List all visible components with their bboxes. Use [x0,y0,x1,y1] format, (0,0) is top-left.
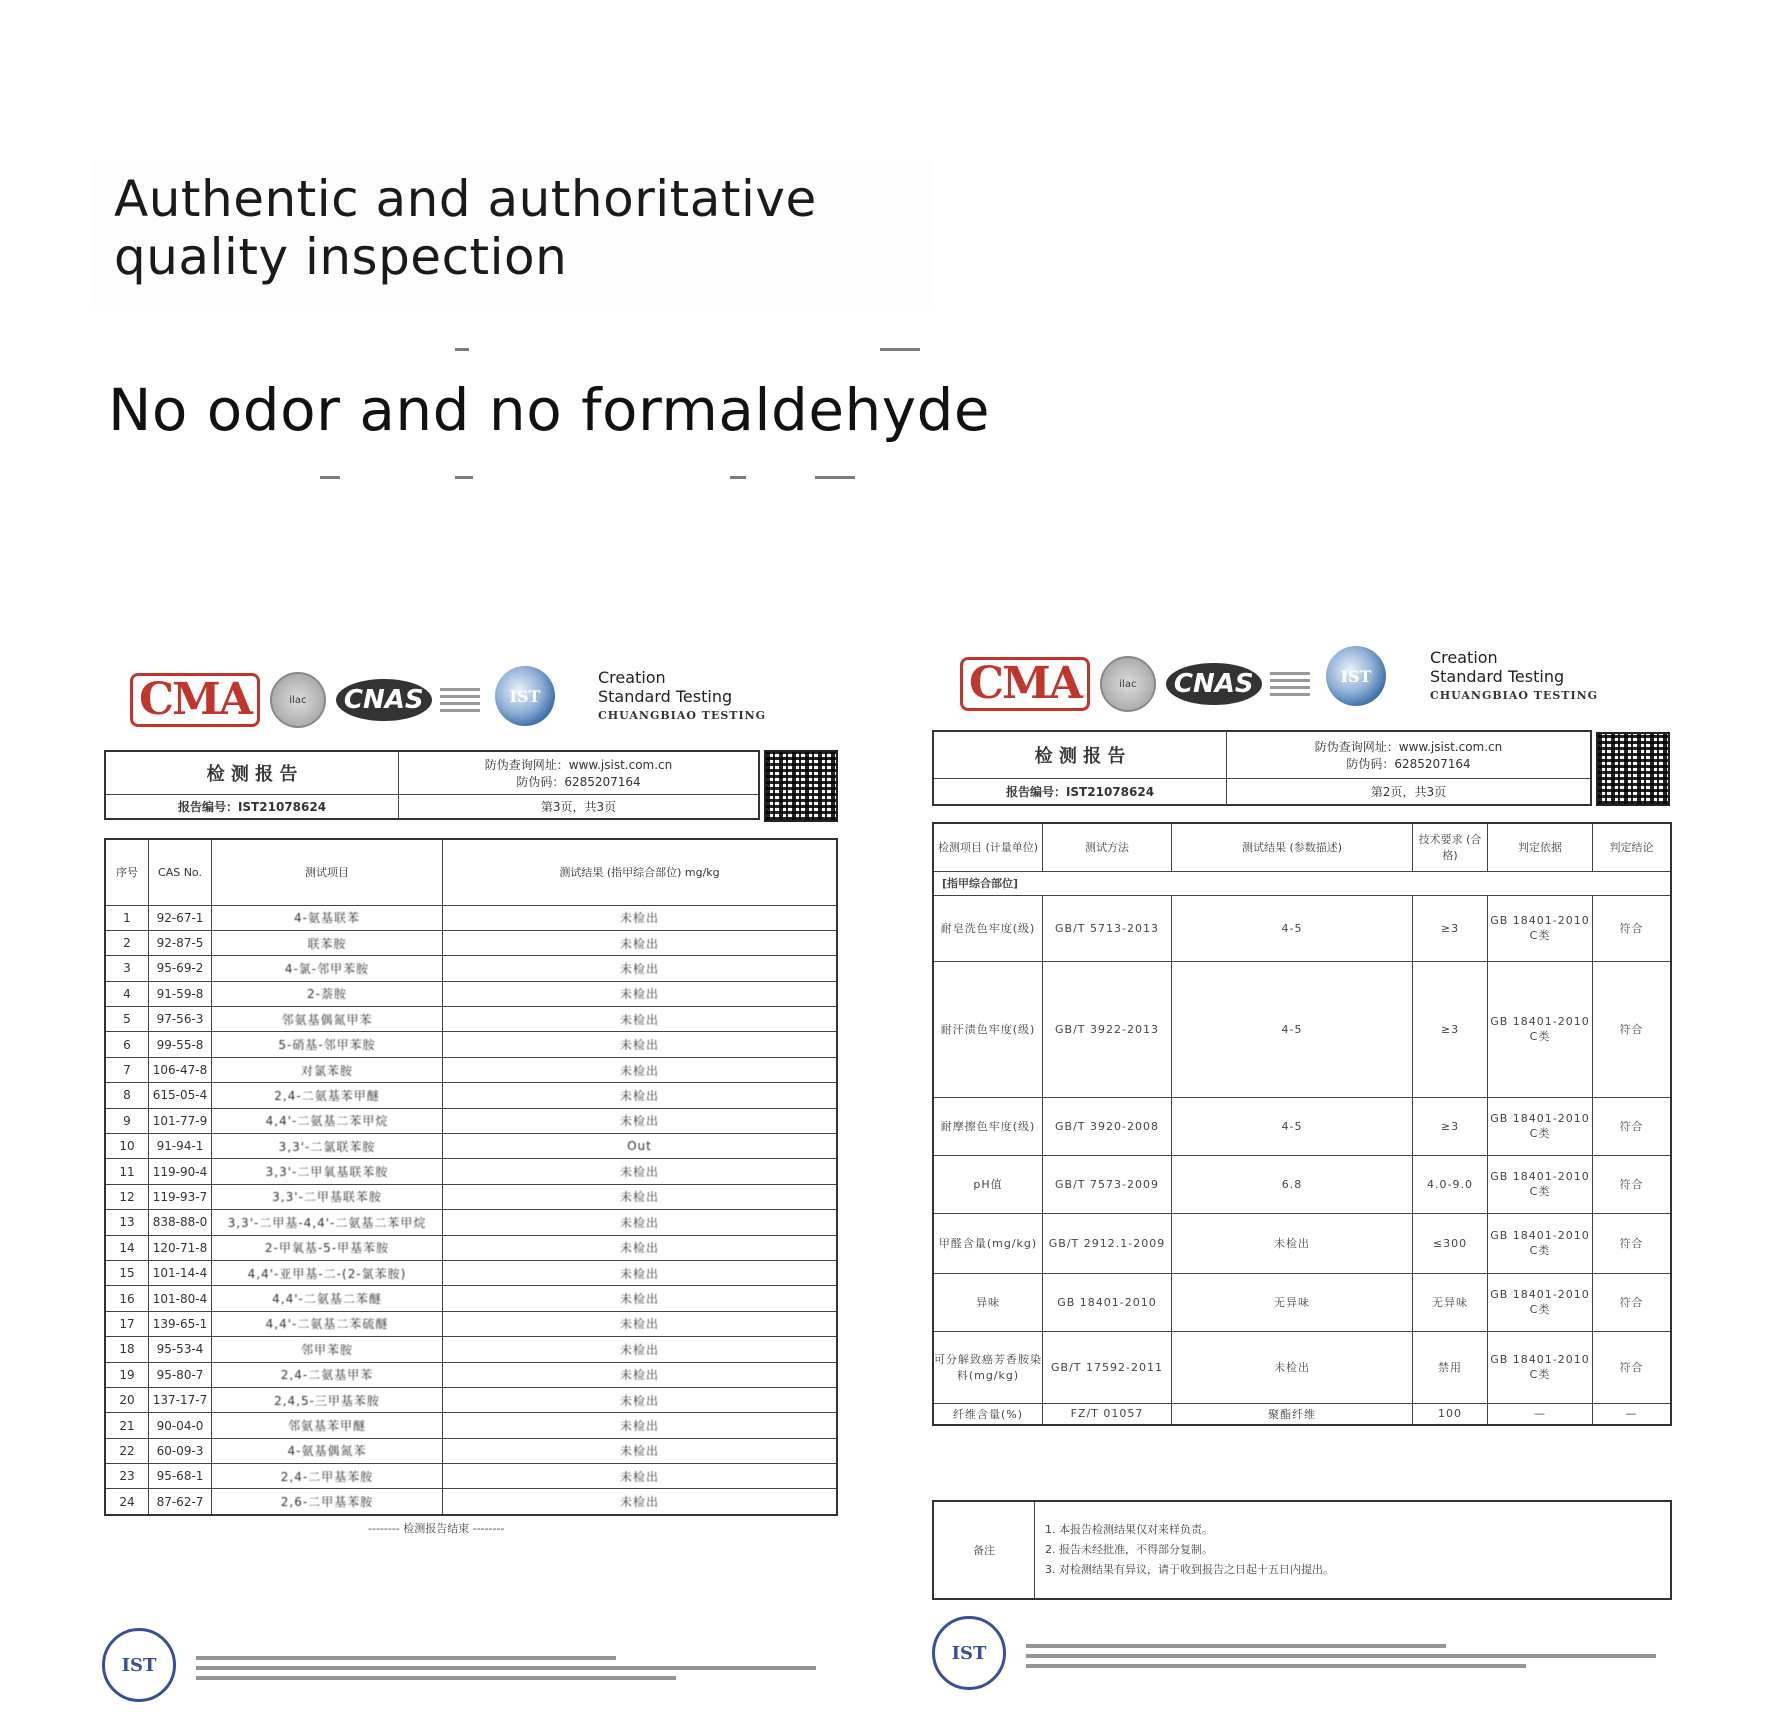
row-cas: 87-62-7 [149,1489,212,1515]
table-row [105,1311,837,1336]
row-index: 15 [105,1260,149,1285]
cell-item: 甲醛含量(mg/kg) [933,1213,1043,1273]
cell-method: GB/T 5713-2013 [1043,895,1172,961]
table-row [933,1403,1671,1425]
row-cas: 60-09-3 [149,1438,212,1463]
table-row [105,1210,837,1235]
table-row [105,956,837,981]
table-row [105,1489,837,1515]
row-index: 7 [105,1057,149,1082]
cell-basis: GB 18401-2010 C类 [1488,1097,1593,1155]
row-cas: 120-71-8 [149,1235,212,1260]
row-index: 24 [105,1489,149,1515]
table-row [933,1155,1671,1213]
cell-basis: GB 18401-2010 C类 [1488,1155,1593,1213]
row-test-item: 3,3'-二氯联苯胺 [212,1134,443,1159]
col-requirement: 技术要求 (合格) [1413,823,1488,871]
row-index: 17 [105,1311,149,1336]
row-test-item: 3,3'-二甲基-4,4'-二氨基二苯甲烷 [212,1210,443,1235]
brand-line2: Standard Testing [1430,667,1565,686]
ilac-mra-logo: ilac [1100,656,1156,712]
divider [815,476,855,479]
col-cas: CAS No. [149,839,212,905]
cert-fineprint [440,684,480,716]
row-test-item: 4-氯-邻甲苯胺 [212,956,443,981]
divider [880,348,920,351]
table-row [933,1273,1671,1331]
row-test-item: 4-氨基联苯 [212,905,443,930]
cell-req: ≥3 [1413,895,1488,961]
col-result: 测试结果 (参数描述) [1172,823,1413,871]
cell-item: 耐摩擦色牢度(级) [933,1097,1043,1155]
cell-result: 未检出 [1172,1213,1413,1273]
table-row [105,1235,837,1260]
row-result: 未检出 [443,1286,838,1311]
row-index: 19 [105,1362,149,1387]
cell-result: 4-5 [1172,1097,1413,1155]
row-result: 未检出 [443,1464,838,1489]
row-cas: 95-69-2 [149,956,212,981]
cell-req: ≤300 [1413,1213,1488,1273]
query-info [399,751,760,795]
cell-item: 纤维含量(%) [933,1403,1043,1425]
ist-globe-logo: IST [495,666,555,726]
row-cas: 119-90-4 [149,1159,212,1184]
cell-method: GB/T 17592-2011 [1043,1331,1172,1403]
brand-name [1430,648,1598,705]
row-test-item: 4,4'-二氨基二苯醚 [212,1286,443,1311]
left-results-body [105,905,837,1515]
row-cas: 139-65-1 [149,1311,212,1336]
row-result: 未检出 [443,1159,838,1184]
row-index: 22 [105,1438,149,1463]
row-test-item: 2,4-二氨基苯甲醚 [212,1083,443,1108]
row-index: 5 [105,1007,149,1032]
row-test-item: 4,4'-二氨基二苯甲烷 [212,1108,443,1133]
col-item: 检测项目 (计量单位) [933,823,1043,871]
row-result: 未检出 [443,1210,838,1235]
report-end-marker: -------- 检测报告结束 -------- [368,1522,505,1535]
row-cas: 106-47-8 [149,1057,212,1082]
cell-item: 耐皂洗色牢度(级) [933,895,1043,961]
row-result: 未检出 [443,1083,838,1108]
table-row [105,930,837,955]
table-row [105,1083,837,1108]
cell-item: 耐汗渍色牢度(级) [933,961,1043,1097]
left-results-table [104,838,838,1516]
cell-verdict: 符合 [1593,1155,1672,1213]
row-test-item: 对氯苯胺 [212,1057,443,1082]
cert-fineprint [1270,668,1310,700]
qr-code [1596,732,1670,806]
cell-basis: GB 18401-2010 C类 [1488,895,1593,961]
row-result: 未检出 [443,981,838,1006]
cma-logo: CMA [960,657,1090,711]
row-test-item: 2,6-二甲基苯胺 [212,1489,443,1515]
table-row [105,1184,837,1209]
row-result: 未检出 [443,1438,838,1463]
col-index: 序号 [105,839,149,905]
remark-2: 2. 报告未经批准，不得部分复制。 [1045,1543,1213,1556]
row-cas: 91-94-1 [149,1134,212,1159]
cell-req: ≥3 [1413,1097,1488,1155]
col-result: 测试结果 (指甲综合部位) mg/kg [443,839,838,905]
row-test-item: 4-氨基偶氮苯 [212,1438,443,1463]
row-test-item: 2,4-二甲基苯胺 [212,1464,443,1489]
row-cas: 101-77-9 [149,1108,212,1133]
cell-verdict: 符合 [1593,961,1672,1097]
table-row [105,1387,837,1412]
brand-line1: Creation [598,668,666,687]
divider [320,476,340,479]
cell-result: 未检出 [1172,1331,1413,1403]
table-row [933,895,1671,961]
divider [455,476,473,479]
row-index: 20 [105,1387,149,1412]
cell-verdict: 符合 [1593,1331,1672,1403]
table-row [105,1007,837,1032]
row-result: 未检出 [443,930,838,955]
query-site: 防伪查询网址：www.jsist.com.cn [1314,740,1503,755]
cma-logo: CMA [130,673,260,727]
query-info [1227,731,1592,779]
ist-globe-logo: IST [1326,646,1386,706]
row-test-item: 邻氨基偶氮甲苯 [212,1007,443,1032]
row-test-item: 5-硝基-邻甲苯胺 [212,1032,443,1057]
cell-basis: GB 18401-2010 C类 [1488,1331,1593,1403]
headline-line1: Authentic and authoritative [114,170,817,228]
remarks-table [932,1500,1672,1600]
cell-verdict: 符合 [1593,1273,1672,1331]
row-test-item: 联苯胺 [212,930,443,955]
table-row [933,1213,1671,1273]
ilac-mra-logo: ilac [270,672,326,728]
row-test-item: 2-甲氧基-5-甲基苯胺 [212,1235,443,1260]
table-row [105,1260,837,1285]
cell-result: 6.8 [1172,1155,1413,1213]
row-test-item: 邻甲苯胺 [212,1337,443,1362]
row-cas: 91-59-8 [149,981,212,1006]
row-cas: 137-17-7 [149,1387,212,1412]
report-title: 检 测 报 告 [105,751,399,795]
row-result: 未检出 [443,905,838,930]
row-index: 12 [105,1184,149,1209]
col-test-item: 测试项目 [212,839,443,905]
section-label: [指甲综合部位] [933,871,1671,895]
row-cas: 101-80-4 [149,1286,212,1311]
brand-line2: Standard Testing [598,687,733,706]
row-index: 14 [105,1235,149,1260]
row-result: 未检出 [443,1032,838,1057]
row-result: 未检出 [443,1184,838,1209]
left-report-header [104,750,760,820]
table-row [105,1134,837,1159]
cell-item: pH值 [933,1155,1043,1213]
col-method: 测试方法 [1043,823,1172,871]
row-test-item: 邻氨基苯甲醚 [212,1413,443,1438]
cell-verdict: 符合 [1593,895,1672,961]
cell-req: 无异味 [1413,1273,1488,1331]
table-row [105,981,837,1006]
row-index: 4 [105,981,149,1006]
divider [455,348,469,351]
anti-fake-code: 防伪码：6285207164 [1346,757,1471,772]
row-result: 未检出 [443,1235,838,1260]
row-result: 未检出 [443,1413,838,1438]
footer-fineprint [196,1650,816,1686]
row-result: 未检出 [443,1260,838,1285]
table-row [105,1108,837,1133]
brand-line3: CHUANGBIAO TESTING [598,709,767,722]
row-index: 8 [105,1083,149,1108]
row-result: 未检出 [443,1007,838,1032]
cell-result: 4-5 [1172,895,1413,961]
cell-result: 无异味 [1172,1273,1413,1331]
row-index: 21 [105,1413,149,1438]
row-result: 未检出 [443,1362,838,1387]
cell-basis: GB 18401-2010 C类 [1488,1273,1593,1331]
report-number: 报告编号：IST21078624 [105,795,399,819]
cell-method: GB/T 2912.1-2009 [1043,1213,1172,1273]
table-row [105,1362,837,1387]
cell-req: 禁用 [1413,1331,1488,1403]
row-result: 未检出 [443,1057,838,1082]
row-cas: 95-80-7 [149,1362,212,1387]
cell-method: GB/T 7573-2009 [1043,1155,1172,1213]
table-row [105,1464,837,1489]
row-result: 未检出 [443,1489,838,1515]
row-result: 未检出 [443,1108,838,1133]
row-result: Out [443,1134,838,1159]
row-test-item: 4,4'-二氨基二苯硫醚 [212,1311,443,1336]
table-row [933,961,1671,1097]
cell-method: GB 18401-2010 [1043,1273,1172,1331]
row-index: 10 [105,1134,149,1159]
remarks-label: 备注 [933,1501,1035,1599]
page-indicator: 第3页，共3页 [399,795,760,819]
remark-1: 1. 本报告检测结果仅对来样负责。 [1045,1523,1213,1536]
col-verdict: 判定结论 [1593,823,1672,871]
cell-req: 100 [1413,1403,1488,1425]
cell-method: FZ/T 01057 [1043,1403,1172,1425]
ist-seal-icon: IST [932,1616,1006,1690]
report-number: 报告编号：IST21078624 [933,779,1227,805]
row-test-item: 2,4-二氨基甲苯 [212,1362,443,1387]
row-index: 11 [105,1159,149,1184]
row-test-item: 3,3'-二甲基联苯胺 [212,1184,443,1209]
row-cas: 92-87-5 [149,930,212,955]
row-cas: 95-53-4 [149,1337,212,1362]
cell-basis: GB 18401-2010 C类 [1488,1213,1593,1273]
qr-code [764,750,838,822]
row-index: 23 [105,1464,149,1489]
table-row [933,1097,1671,1155]
row-result: 未检出 [443,1311,838,1336]
cell-basis: — [1488,1403,1593,1425]
row-cas: 92-67-1 [149,905,212,930]
cell-verdict: 符合 [1593,1213,1672,1273]
row-index: 18 [105,1337,149,1362]
row-cas: 119-93-7 [149,1184,212,1209]
anti-fake-code: 防伪码：6285207164 [516,775,641,790]
table-row [105,1337,837,1362]
table-row [105,1032,837,1057]
row-result: 未检出 [443,956,838,981]
row-cas: 615-05-4 [149,1083,212,1108]
row-test-item: 2,4,5-三甲基苯胺 [212,1387,443,1412]
cell-result: 聚酯纤维 [1172,1403,1413,1425]
right-results-table [932,822,1672,1426]
row-index: 13 [105,1210,149,1235]
cell-basis: GB 18401-2010 C类 [1488,961,1593,1097]
cnas-logo: CNAS [336,679,432,721]
brand-line1: Creation [1430,648,1498,667]
row-cas: 97-56-3 [149,1007,212,1032]
ist-seal-icon: IST [102,1628,176,1702]
brand-line3: CHUANGBIAO TESTING [1430,689,1599,702]
table-row [105,1286,837,1311]
table-row [105,1438,837,1463]
cell-method: GB/T 3920-2008 [1043,1097,1172,1155]
right-cert-logos [960,656,1310,712]
remarks-body [1035,1501,1672,1599]
query-site: 防伪查询网址：www.jsist.com.cn [484,758,673,773]
row-index: 3 [105,956,149,981]
row-index: 6 [105,1032,149,1057]
page-indicator: 第2页，共3页 [1227,779,1592,805]
cell-method: GB/T 3922-2013 [1043,961,1172,1097]
row-cas: 90-04-0 [149,1413,212,1438]
row-test-item: 2-萘胺 [212,981,443,1006]
left-cert-logos [130,672,480,728]
table-row [105,1159,837,1184]
subline: No odor and no formaldehyde [108,376,991,444]
divider [730,476,746,479]
headline [114,170,817,286]
row-result: 未检出 [443,1337,838,1362]
cell-req: ≥3 [1413,961,1488,1097]
cnas-logo: CNAS [1166,663,1262,705]
row-index: 1 [105,905,149,930]
row-cas: 95-68-1 [149,1464,212,1489]
row-index: 2 [105,930,149,955]
row-cas: 99-55-8 [149,1032,212,1057]
table-row [105,905,837,930]
row-cas: 838-88-0 [149,1210,212,1235]
row-index: 16 [105,1286,149,1311]
row-test-item: 4,4'-亚甲基-二-(2-氯苯胺) [212,1260,443,1285]
table-row [105,1057,837,1082]
table-row [933,1331,1671,1403]
row-result: 未检出 [443,1387,838,1412]
cell-item: 异味 [933,1273,1043,1331]
cell-item: 可分解致癌芳香胺染料(mg/kg) [933,1331,1043,1403]
cell-verdict: 符合 [1593,1097,1672,1155]
cell-result: 4-5 [1172,961,1413,1097]
report-title: 检 测 报 告 [933,731,1227,779]
row-cas: 101-14-4 [149,1260,212,1285]
right-results-body [933,895,1671,1425]
headline-line2: quality inspection [114,228,568,286]
col-basis: 判定依据 [1488,823,1593,871]
table-row [105,1413,837,1438]
row-test-item: 3,3'-二甲氧基联苯胺 [212,1159,443,1184]
cell-req: 4.0-9.0 [1413,1155,1488,1213]
remark-3: 3. 对检测结果有异议，请于收到报告之日起十五日内提出。 [1045,1563,1334,1576]
footer-fineprint [1026,1638,1656,1674]
cell-verdict: — [1593,1403,1672,1425]
brand-name [598,668,766,725]
right-report-header [932,730,1592,806]
row-index: 9 [105,1108,149,1133]
